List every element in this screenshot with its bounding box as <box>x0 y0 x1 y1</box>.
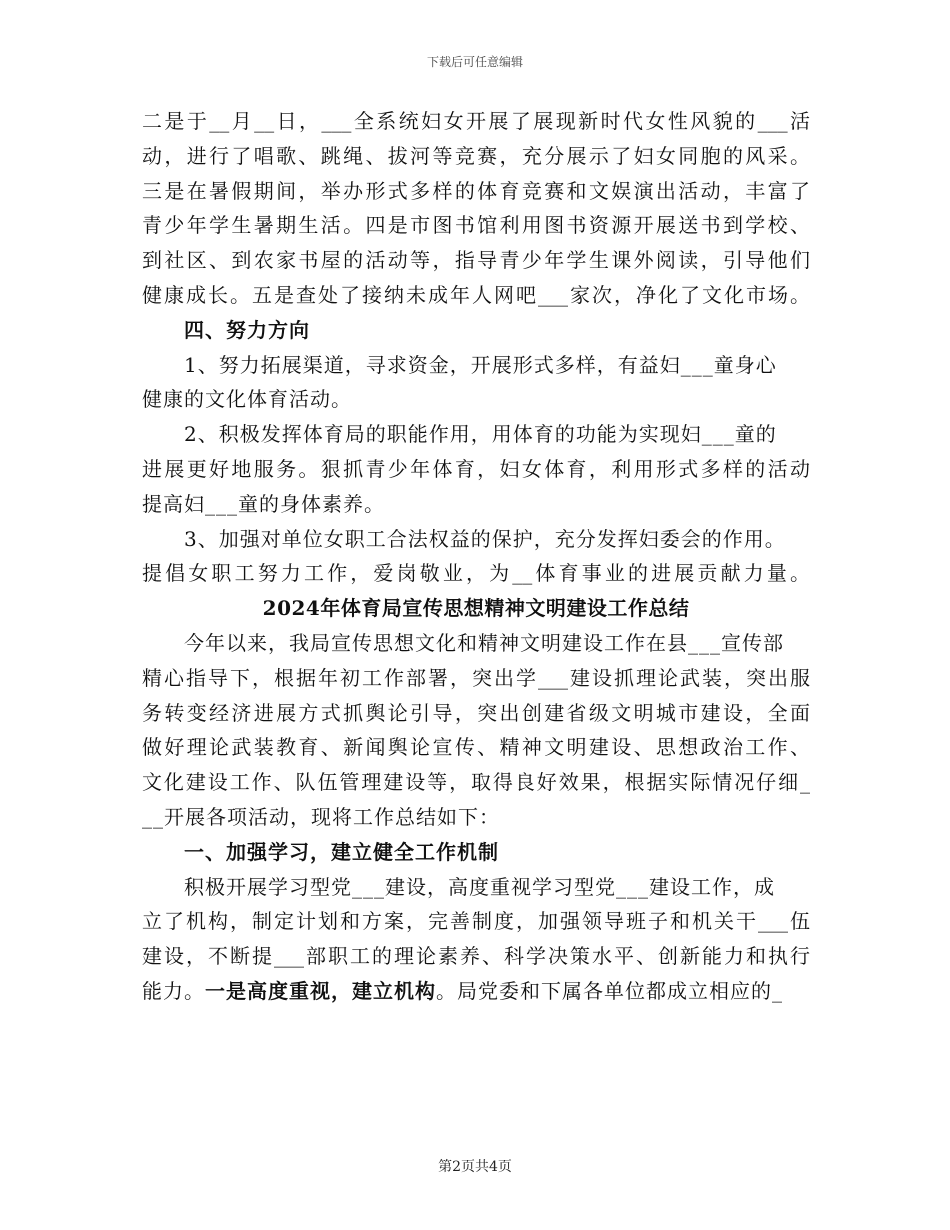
text-line: 三是在暑假期间，举办形式多样的体育竞赛和文娱演出活动，丰富了 <box>142 178 810 203</box>
text-line: 精心指导下，根据年初工作部署，突出学___建设抓理论武装，突出服 <box>142 665 810 690</box>
section-heading-direction: 四、努力方向 <box>184 317 310 342</box>
paragraph-intro <box>142 626 810 835</box>
paragraph-direction-3 <box>142 522 810 592</box>
text-line: 积极开展学习型党___建设，高度重视学习型党___建设工作，成 <box>184 874 775 899</box>
document-title: 2024年体育局宣传思想精神文明建设工作总结 <box>262 596 690 621</box>
document-body <box>142 104 810 1009</box>
paragraph-study <box>142 870 810 1009</box>
page-footer: 第2页共4页 <box>438 1159 512 1175</box>
text-line: 务转变经济进展方式抓舆论引导，突出创建省级文明城市建设，全面 <box>142 700 810 725</box>
paragraph-activities <box>142 104 810 313</box>
paragraph-direction-1 <box>142 348 810 418</box>
page-header: 下载后可任意编辑 <box>426 55 523 69</box>
text-line: __开展各项活动，现将工作总结如下： <box>142 804 500 829</box>
text-line: 健康成长。五是查处了接纳未成年人网吧___家次，净化了文化市场。 <box>142 282 810 307</box>
text-line: 提倡女职工努力工作，爱岗敬业，为__体育事业的进展贡献力量。 <box>142 561 810 586</box>
text-span: 。局党委和下属各单位都成立相应的_ <box>436 978 783 1003</box>
text-line: 建设，不断提___部职工的理论素养、科学决策水平、创新能力和执行 <box>142 944 810 969</box>
text-line: 今年以来，我局宣传思想文化和精神文明建设工作在县___宣传部 <box>184 630 784 655</box>
text-line: 做好理论武装教育、新闻舆论宣传、精神文明建设、思想政治工作、 <box>142 735 810 760</box>
text-line: 3、加强对单位女职工合法权益的保护，充分发挥妇委会的作用。 <box>184 526 786 551</box>
text-line: 到社区、到农家书屋的活动等，指导青少年学生课外阅读，引导他们 <box>142 248 810 273</box>
text-line: 进展更好地服务。狠抓青少年体育，妇女体育，利用形式多样的活动 <box>142 456 810 481</box>
text-line: 二是于__月__日，___全系统妇女开展了展现新时代女性风貌的___活 <box>142 109 810 133</box>
text-line: 动，进行了唱歌、跳绳、拔河等竞赛，充分展示了妇女同胞的风采。 <box>142 143 810 168</box>
text-line: 1、努力拓展渠道，寻求资金，开展形式多样，有益妇___童身心 <box>184 352 777 377</box>
text-span: 能力。 <box>142 978 205 1003</box>
text-line: 健康的文化体育活动。 <box>142 387 352 412</box>
text-line: 提高妇___童的身体素养。 <box>142 491 385 516</box>
text-line-mixed <box>142 974 810 1009</box>
text-line: 2、积极发挥体育局的职能作用，用体育的功能为实现妇___童的 <box>184 422 777 447</box>
text-line: 青少年学生暑期生活。四是市图书馆利用图书资源开展送书到学校、 <box>142 213 810 238</box>
bold-phrase: 一是高度重视，建立机构 <box>205 978 436 1003</box>
section-heading-study: 一、加强学习，建立健全工作机制 <box>184 839 499 864</box>
text-line: 文化建设工作、队伍管理建设等，取得良好效果，根据实际情况仔细_ <box>142 770 810 795</box>
text-line: 立了机构，制定计划和方案，完善制度，加强领导班子和机关干___伍 <box>142 909 810 934</box>
paragraph-direction-2 <box>142 417 810 521</box>
